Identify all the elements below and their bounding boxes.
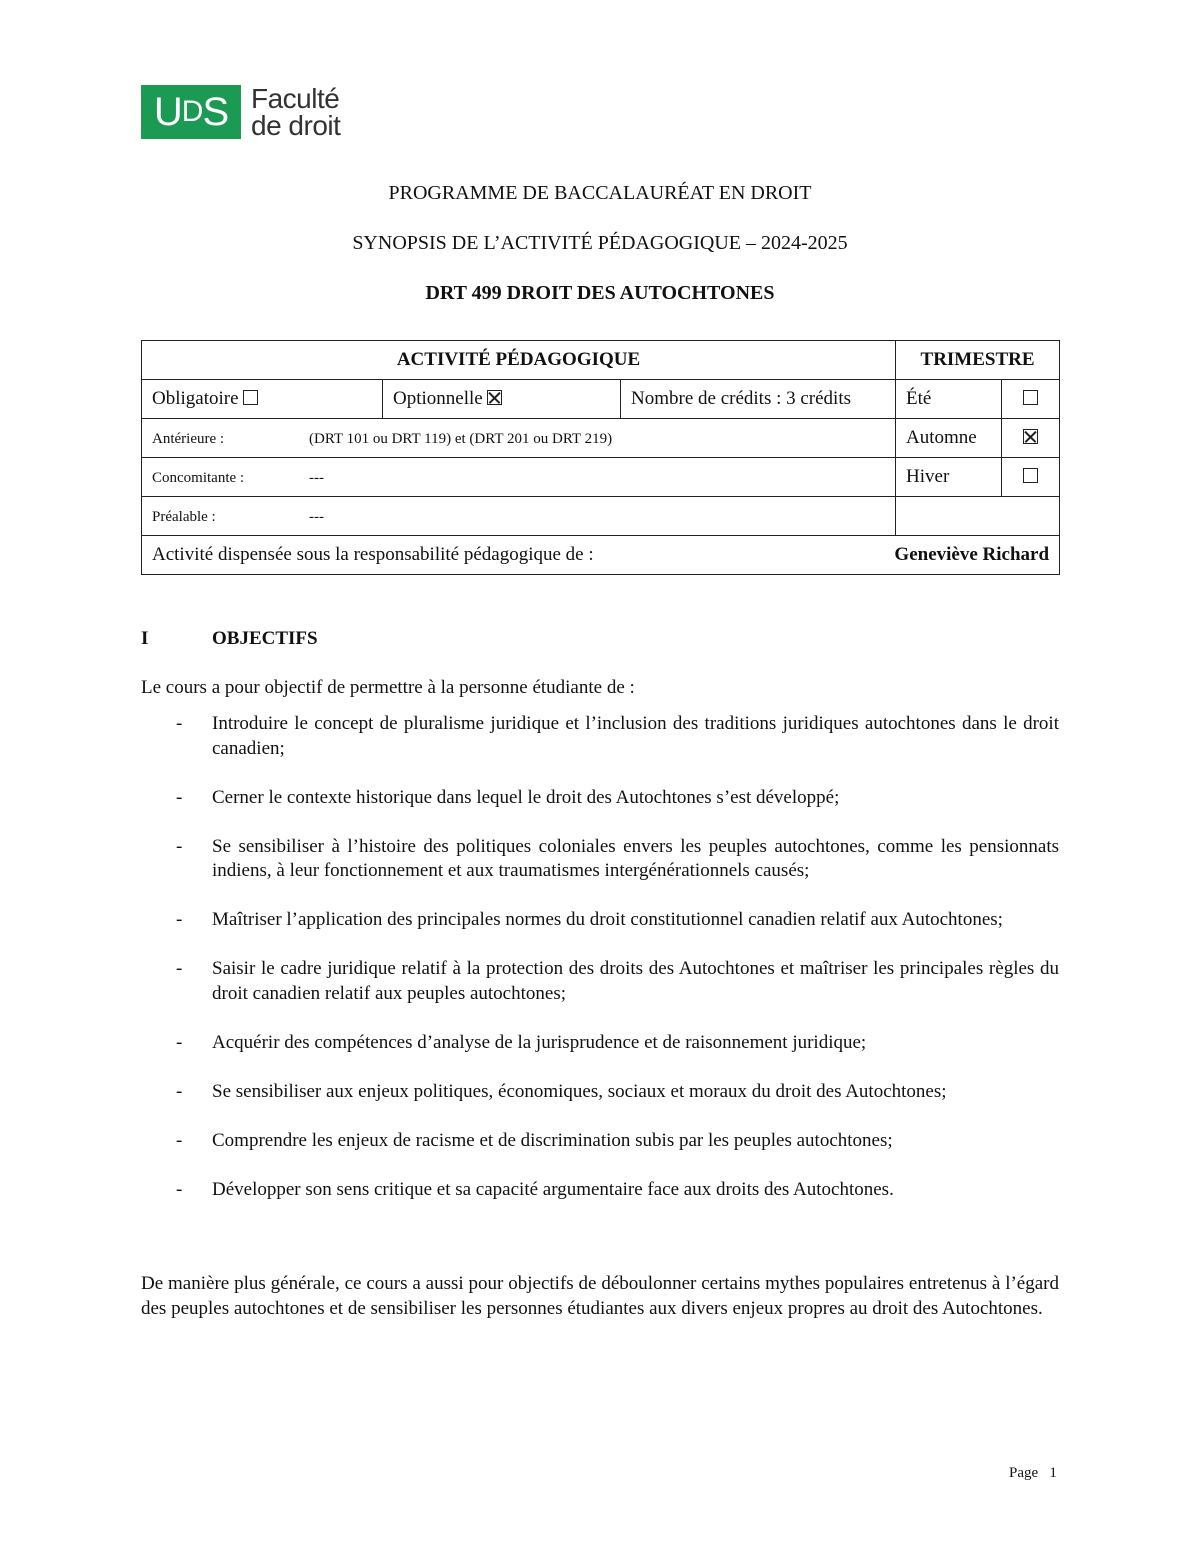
term-automne-label: Automne bbox=[896, 419, 1002, 458]
objective-text: Comprendre les enjeux de racisme et de discrimination subis par les peuples autochtones; bbox=[212, 1129, 893, 1151]
bullet-dash: - bbox=[176, 958, 183, 979]
bullet-dash: - bbox=[176, 1129, 183, 1151]
list-item bbox=[141, 1178, 1059, 1203]
section-number: I bbox=[141, 628, 149, 649]
objective-text: Se sensibiliser à l’histoire des politiques coloniales envers les peuples autochtones, comme les pensionnats indiens, à leur fonctionnement et aux traumatismes intergénérationnels causés; bbox=[212, 835, 1059, 881]
synopsis-heading: SYNOPSIS DE L’ACTIVITÉ PÉDAGOGIQUE – 2024-2025 bbox=[352, 232, 848, 254]
objective-text: Développer son sens critique et sa capacité argumentaire face aux droits des Autochtones. bbox=[212, 1178, 894, 1200]
list-item bbox=[141, 1129, 1059, 1154]
faculty-name-line2: de droit bbox=[251, 110, 341, 141]
concomitante-label: Concomitante : bbox=[152, 470, 245, 486]
list-item bbox=[141, 1080, 1059, 1105]
objective-text: Introduire le concept de pluralisme juridique et l’inclusion des traditions juridiques autochtones dans le droit canadien; bbox=[212, 713, 1059, 759]
list-item bbox=[141, 786, 1059, 811]
logo-letter-d: D bbox=[181, 95, 203, 128]
program-heading: PROGRAMME DE BACCALAURÉAT EN DROIT bbox=[388, 182, 812, 204]
activity-header: ACTIVITÉ PÉDAGOGIQUE bbox=[142, 341, 896, 380]
list-item bbox=[141, 908, 1059, 933]
term-hiver-label: Hiver bbox=[896, 458, 1002, 497]
objective-text: Se sensibiliser aux enjeux politiques, économiques, sociaux et moraux du droit des Autochtones; bbox=[212, 1080, 947, 1102]
bullet-dash: - bbox=[176, 713, 183, 734]
concomitante-value: --- bbox=[309, 470, 324, 486]
bullet-dash: - bbox=[176, 909, 183, 930]
faculty-name bbox=[251, 85, 340, 139]
objective-text: Acquérir des compétences d’analyse de la jurisprudence et de raisonnement juridique; bbox=[212, 1031, 867, 1053]
objectives-list bbox=[141, 712, 1059, 1202]
bullet-dash: - bbox=[176, 1178, 183, 1200]
prealable-row bbox=[142, 497, 896, 536]
list-item bbox=[141, 1031, 1059, 1056]
credits-cell: Nombre de crédits : 3 crédits bbox=[621, 380, 896, 419]
responsable-row bbox=[142, 536, 1060, 575]
optionnelle-cell bbox=[383, 380, 621, 419]
logo-letter-u: U bbox=[153, 90, 182, 134]
term-header: TRIMESTRE bbox=[896, 341, 1060, 380]
udes-logo-mark bbox=[141, 85, 241, 139]
concomitante-row bbox=[142, 458, 896, 497]
term-hiver-cell bbox=[1002, 458, 1060, 497]
bullet-dash: - bbox=[176, 835, 183, 857]
term-ete-cell bbox=[1002, 380, 1060, 419]
obligatoire-label: Obligatoire bbox=[152, 388, 239, 409]
bullet-dash: - bbox=[176, 1080, 183, 1102]
course-info-table bbox=[141, 340, 1060, 575]
objective-text: Cerner le contexte historique dans lequel le droit des Autochtones s’est développé; bbox=[212, 786, 840, 808]
course-title: DRT 499 DROIT DES AUTOCHTONES bbox=[425, 282, 775, 304]
conclusion-paragraph: De manière plus générale, ce cours a aussi pour objectifs de déboulonner certains mythes populaires entretenus à l’égard des peuples autochtones et de sensibiliser les personnes étudiantes aux divers enjeux propres au droit des Autochtones. bbox=[141, 1273, 1059, 1319]
term-automne-checkbox bbox=[1023, 429, 1038, 444]
optionnelle-label: Optionnelle bbox=[393, 388, 483, 409]
prealable-value: --- bbox=[309, 509, 324, 525]
list-item bbox=[141, 712, 1059, 761]
anterieure-row bbox=[142, 419, 896, 458]
anterieure-label: Antérieure : bbox=[152, 431, 225, 447]
term-ete-checkbox bbox=[1023, 390, 1038, 405]
term-hiver-checkbox bbox=[1023, 468, 1038, 483]
page-number: Page 1 bbox=[1009, 1465, 1057, 1481]
list-item bbox=[141, 957, 1059, 1006]
obligatoire-checkbox bbox=[243, 390, 258, 405]
list-item bbox=[141, 835, 1059, 884]
bullet-dash: - bbox=[176, 786, 183, 808]
section-heading bbox=[141, 628, 318, 650]
term-ete-label: Été bbox=[896, 380, 1002, 419]
logo-letter-s: S bbox=[202, 90, 229, 134]
bullet-dash: - bbox=[176, 1031, 183, 1053]
obligatoire-cell bbox=[142, 380, 383, 419]
responsable-label: Activité dispensée sous la responsabilité pédagogique de : bbox=[152, 544, 594, 565]
objectives-intro: Le cours a pour objectif de permettre à la personne étudiante de : bbox=[141, 677, 635, 698]
udes-logo bbox=[141, 85, 340, 139]
optionnelle-checkbox bbox=[487, 390, 502, 405]
prealable-label: Préalable : bbox=[152, 509, 216, 525]
objective-text: Maîtriser l’application des principales normes du droit constitutionnel canadien relatif aux Autochtones; bbox=[212, 909, 1003, 930]
responsable-name: Geneviève Richard bbox=[894, 544, 1050, 565]
empty-term-cell bbox=[896, 497, 1060, 536]
term-automne-cell bbox=[1002, 419, 1060, 458]
objective-text: Saisir le cadre juridique relatif à la protection des droits des Autochtones et maîtriser les principales règles du droit canadien relatif aux peuples autochtones; bbox=[212, 958, 1059, 1004]
faculty-name-line1: Faculté bbox=[251, 83, 340, 114]
section-title: OBJECTIFS bbox=[212, 628, 318, 649]
anterieure-value: (DRT 101 ou DRT 119) et (DRT 201 ou DRT 219) bbox=[309, 431, 613, 447]
